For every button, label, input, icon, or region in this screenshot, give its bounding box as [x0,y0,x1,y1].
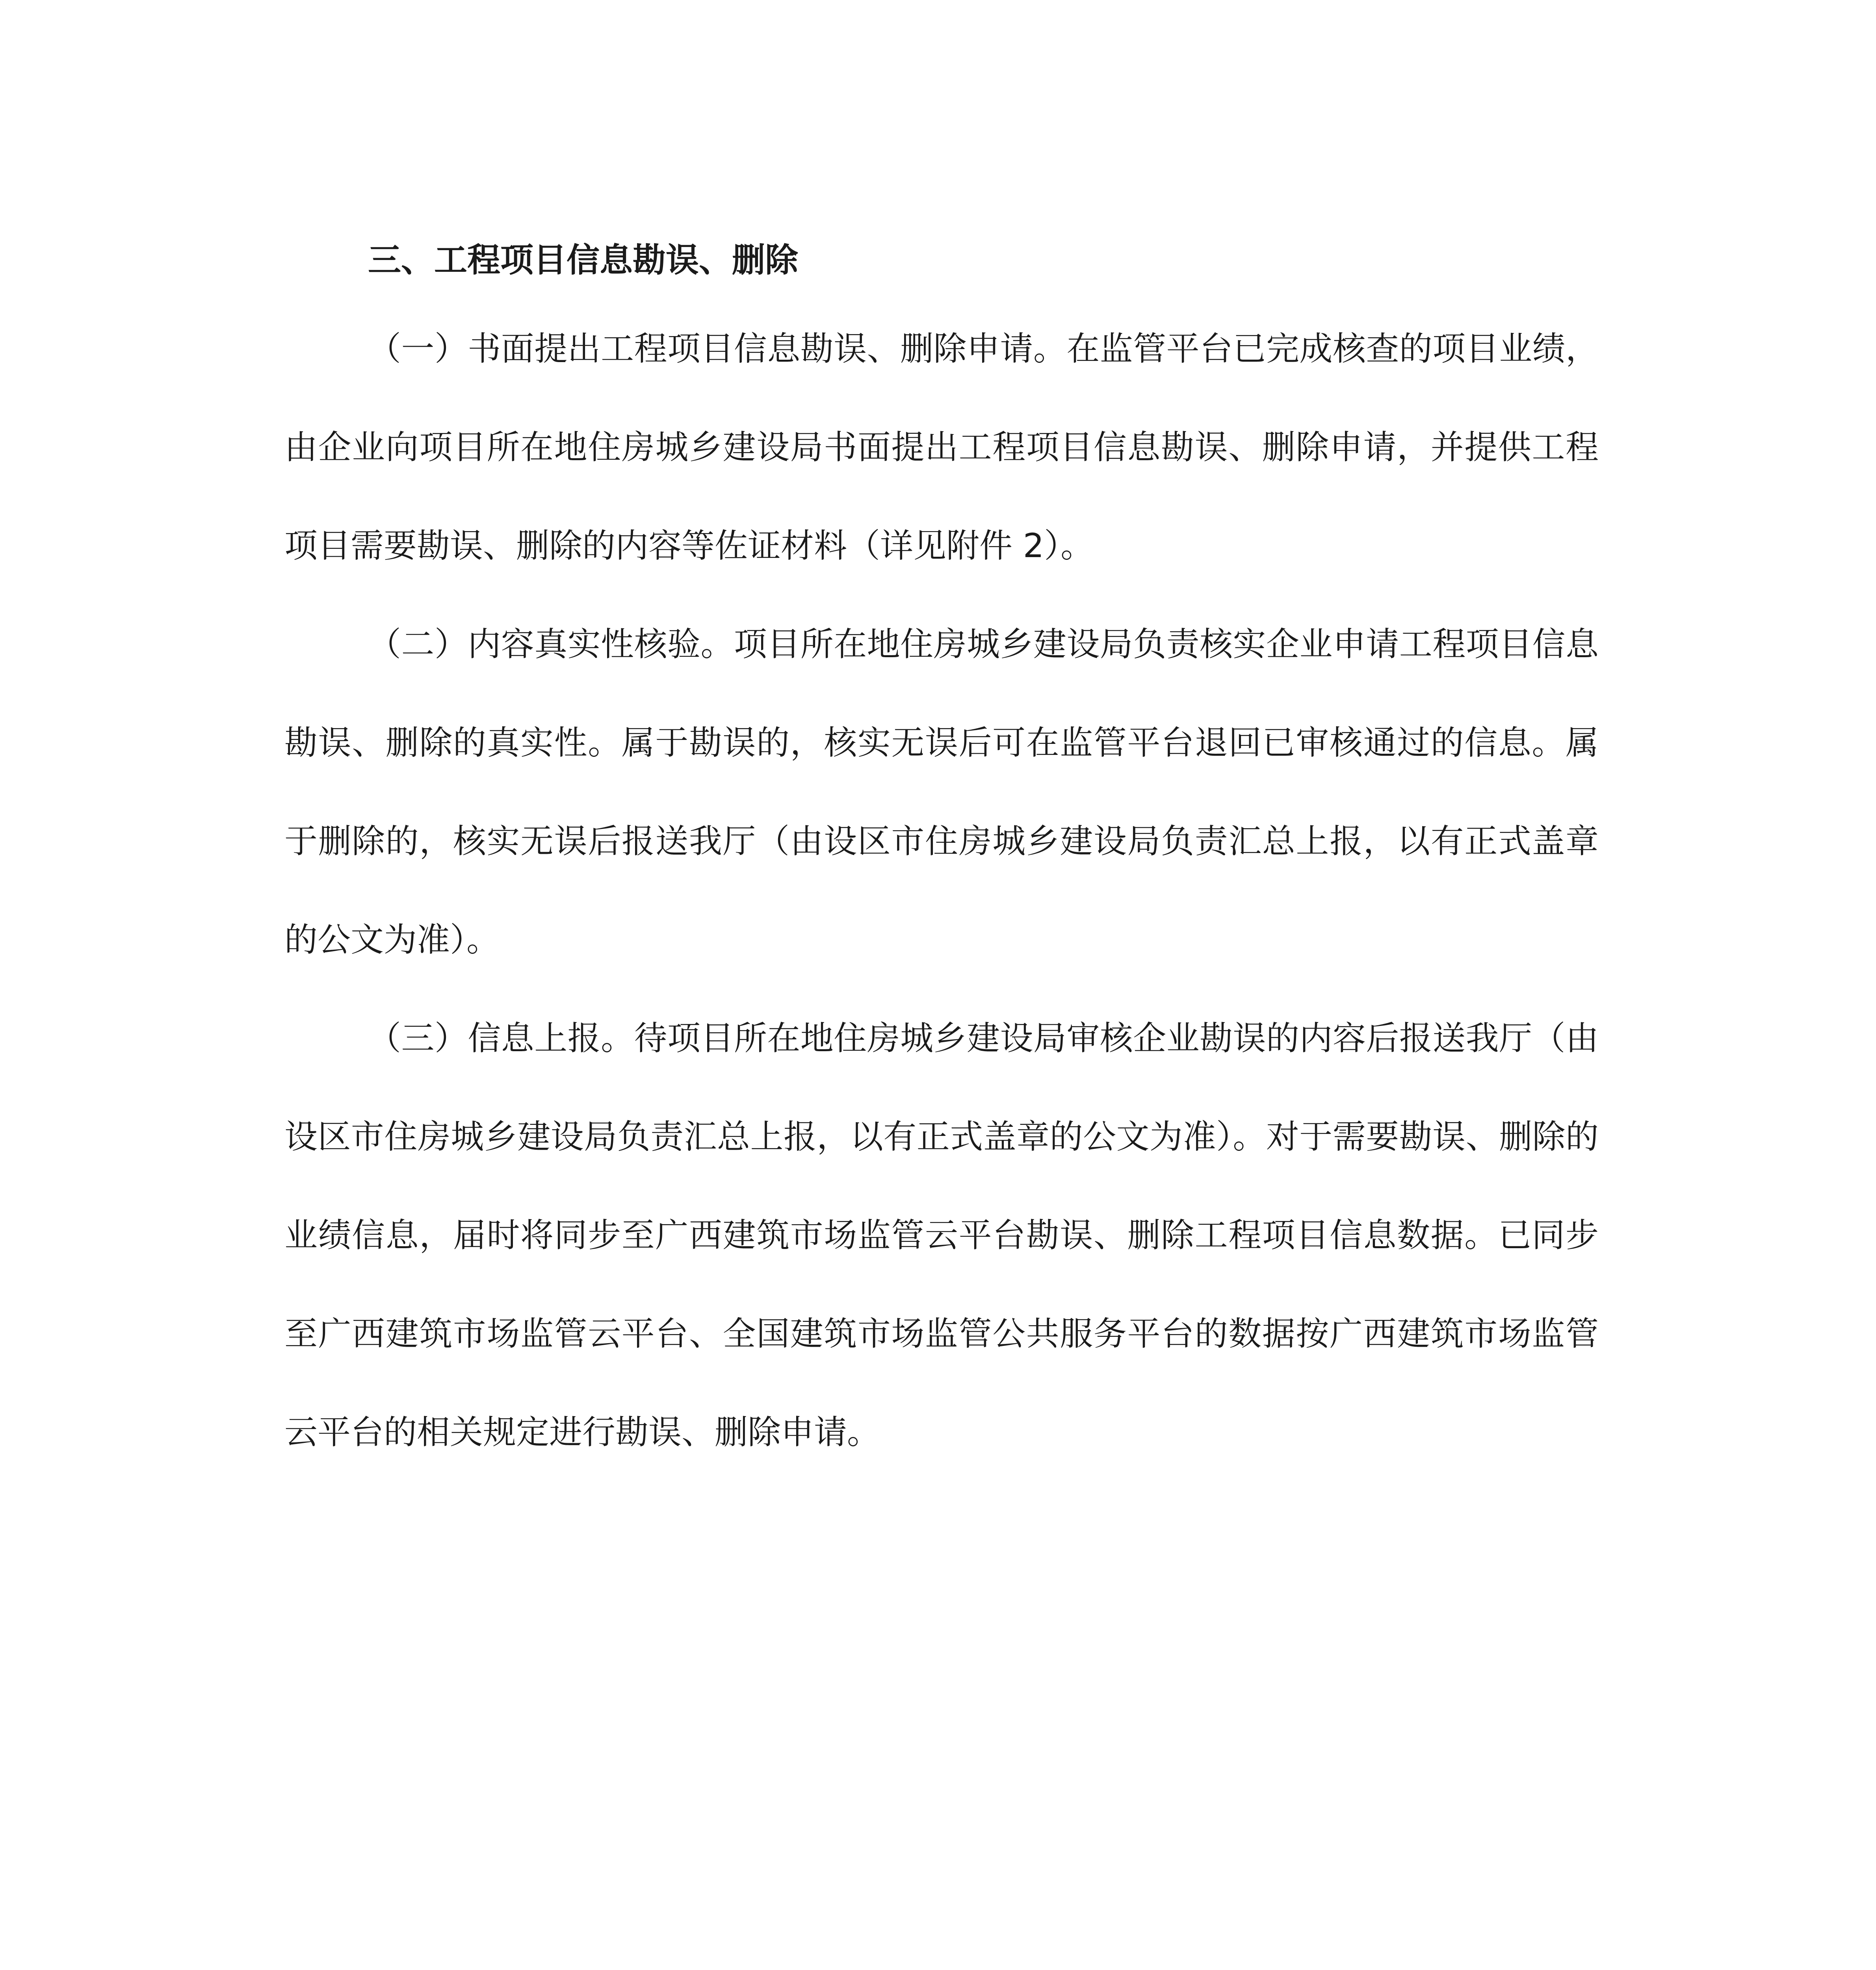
paragraph-3: （三）信息上报。待项目所在地住房城乡建设局审核企业勘误的内容后报送我厅（由设区市住房城乡建设局负责汇总上报，以有正式盖章的公文为准）。对于需要勘误、删除的业绩信息，届时将同步至广西建筑市场监管云平台勘误、删除工程项目信息数据。已同步至广西建筑市场监管云平台、全国建筑市场监管公共服务平台的数据按广西建筑市场监管云平台的相关规定进行勘误、删除申请。 [284,1019,1599,1451]
paragraph-2: （二）内容真实性核验。项目所在地住房城乡建设局负责核实企业申请工程项目信息勘误、删除的真实性。属于勘误的，核实无误后可在监管平台退回已审核通过的信息。属于删除的，核实无误后报送我厅（由设区市住房城乡建设局负责汇总上报，以有正式盖章的公文为准）。 [284,625,1599,959]
document-body [284,221,1599,1481]
paragraph-1: （一）书面提出工程项目信息勘误、删除申请。在监管平台已完成核查的项目业绩，由企业向项目所在地住房城乡建设局书面提出工程项目信息勘误、删除申请，并提供工程项目需要勘误、删除的内容等佐证材料（详见附件 2）。 [284,329,1599,565]
section-heading: 三、工程项目信息勘误、删除 [368,241,799,279]
